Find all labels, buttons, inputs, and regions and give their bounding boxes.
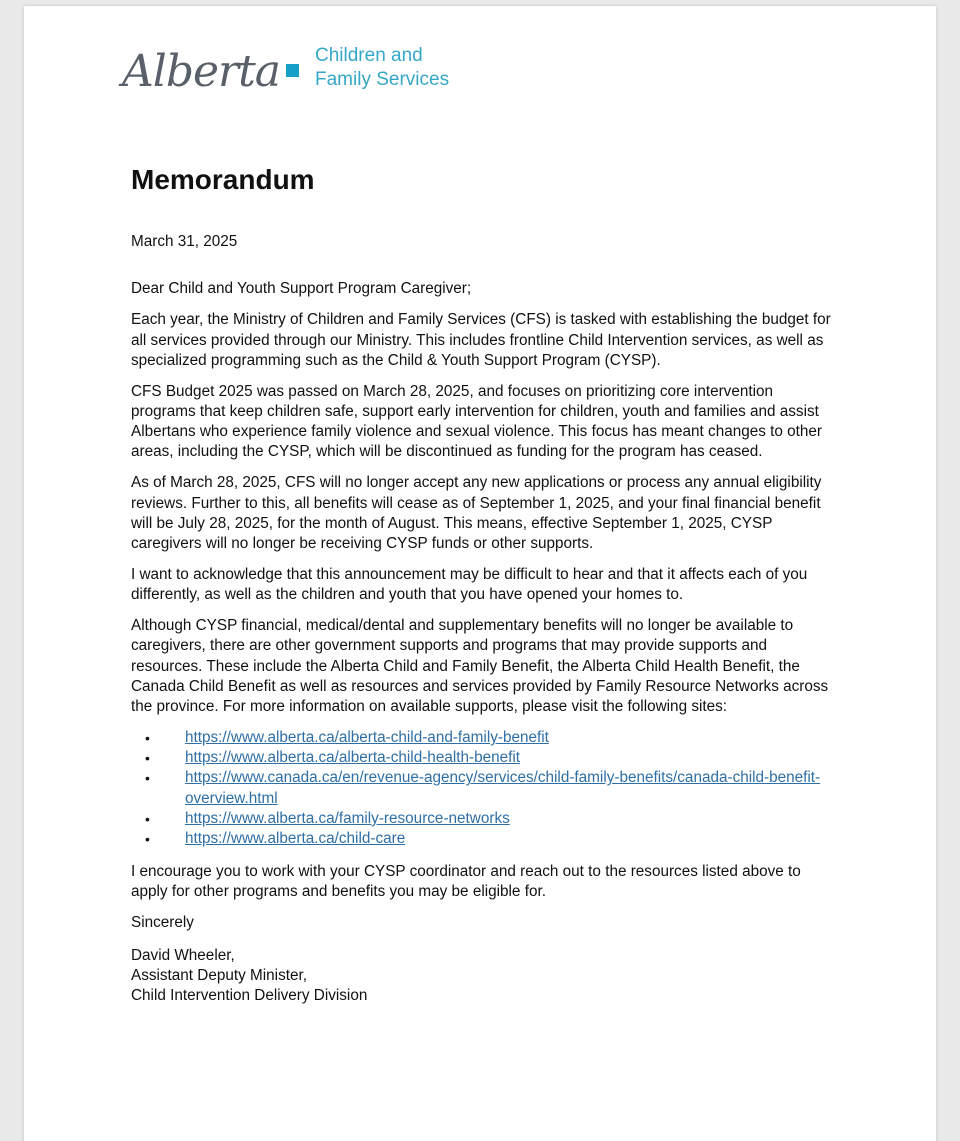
signatory-division: Child Intervention Delivery Division (131, 987, 368, 1005)
paragraph-acknowledgement: I want to acknowledge that this announcement may be difficult to hear and that it affects each of you differently, as well as the children and youth that you have opened your homes to. (131, 566, 808, 604)
list-item (145, 809, 836, 829)
link-family-resource-networks[interactable]: https://www.alberta.ca/family-resource-networks (185, 809, 510, 827)
paragraph-budget-2025: CFS Budget 2025 was passed on March 28, 2025, and focuses on prioritizing core intervention programs that keep children safe, support early intervention for children, youth and families and assist Albertans who experience family violence and sexual violence. This focus has meant changes to other areas, including the CYSP, which will be discontinued as funding for the program has ceased. (131, 382, 823, 461)
memo-title: Memorandum (131, 164, 315, 195)
list-item (145, 748, 836, 768)
memo-greeting: Dear Child and Youth Support Program Caregiver; (131, 280, 472, 298)
signatory-title: Assistant Deputy Minister, (131, 966, 307, 984)
signoff: Sincerely (131, 914, 194, 932)
memo-date: March 31, 2025 (131, 233, 238, 250)
department-line-2: Family Services (315, 69, 450, 90)
brand-square-icon (286, 64, 299, 77)
signatory-name: David Wheeler, (131, 946, 235, 964)
bullet-icon: • (145, 730, 150, 747)
paragraph-timeline: As of March 28, 2025, CFS will no longer accept any new applications or process any annual eligibility reviews. Further to this, all benefits will cease as of September 1, 2025, and your final financial benefit will be July 28, 2025, for the month of August. This means, effective September 1, 2025, CYSP caregivers will no longer be receiving CYSP funds or other supports. (131, 474, 822, 553)
signature-block (131, 946, 836, 1007)
link-alberta-child-family-benefit[interactable]: https://www.alberta.ca/alberta-child-and-family-benefit (185, 729, 549, 747)
alberta-wordmark-text: Alberta (122, 46, 280, 97)
link-canada-child-benefit[interactable]: https://www.canada.ca/en/revenue-agency/services/child-family-benefits/canada-child-benefit-overview.html (185, 769, 821, 807)
bullet-icon: • (145, 831, 150, 848)
bullet-icon: • (145, 770, 150, 787)
bullet-icon: • (145, 750, 150, 767)
department-line-1: Children and (315, 45, 423, 66)
paragraph-closing: I encourage you to work with your CYSP coordinator and reach out to the resources listed above to apply for other programs and benefits you may be eligible for. (131, 863, 801, 901)
list-item (145, 728, 836, 748)
resource-links-list (131, 728, 836, 849)
memo-body (131, 232, 836, 1006)
department-name (315, 44, 449, 92)
bullet-icon: • (145, 810, 150, 827)
link-alberta-child-health-benefit[interactable]: https://www.alberta.ca/alberta-child-health-benefit (185, 749, 521, 767)
letterhead-logo (112, 34, 492, 104)
list-item (145, 768, 836, 808)
list-item (145, 829, 836, 849)
link-child-care[interactable]: https://www.alberta.ca/child-care (185, 830, 406, 848)
paragraph-budget-process: Each year, the Ministry of Children and Family Services (CFS) is tasked with establishing the budget for all services provided through our Ministry. This includes frontline Child Intervention services, as well as specialized programming such as the Child & Youth Support Program (CYSP). (131, 311, 831, 369)
memo-page (24, 6, 936, 1141)
alberta-wordmark (112, 34, 307, 104)
paragraph-other-supports: Although CYSP financial, medical/dental and supplementary benefits will no longer be available to caregivers, there are other government supports and programs that may provide supports and resources. These include the Alberta Child and Family Benefit, the Alberta Child Health Benefit, the Canada Child Benefit as well as resources and services provided by Family Resource Networks across the province. For more information on available supports, please visit the following sites: (131, 617, 829, 716)
